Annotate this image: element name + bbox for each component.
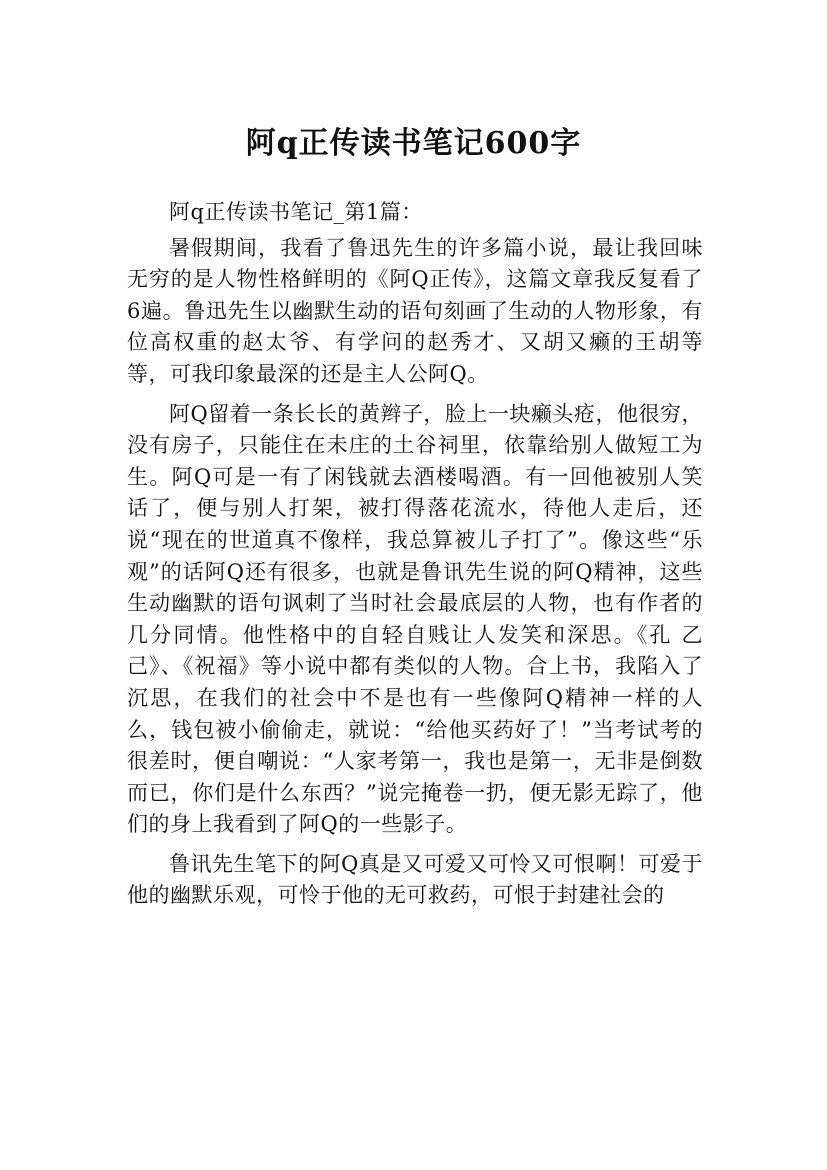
paragraph-3: 鲁讯先生笔下的阿Q真是又可爱又可怜又可恨啊！可爱于他的幽默乐观，可怜于他的无可救药，可恨于封建社会的 [127, 851, 703, 908]
page-title: 阿q正传读书笔记600字 [245, 126, 582, 162]
document-body [127, 197, 703, 912]
paragraph-1: 暑假期间，我看了鲁迅先生的许多篇小说，最让我回味无穷的是人物性格鲜明的《阿Q正传》，这篇文章我反复看了6遍。鲁迅先生以幽默生动的语句刻画了生动的人物形象，有位高权重的赵太爷、有学问的赵秀才、又胡又癞的王胡等等，可我印象最深的还是主人公阿Q。 [127, 235, 703, 386]
paragraph-2: 阿Q留着一条长长的黄辫子，脸上一块癞头疮，他很穷，没有房子，只能住在未庄的土谷祠里，依靠给别人做短工为生。阿Q可是一有了闲钱就去酒楼喝酒。有一回他被别人笑话了，便与别人打架，被打得落花流水，待他人走后，还说“现在的世道真不像样，我总算被儿子打了”。像这些“乐观”的话阿Q还有很多，也就是鲁讯先生说的阿Q精神，这些生动幽默的语句讽刺了当时社会最底层的人物，也有作者的几分同情。他性格中的自轻自贱让人发笑和深思。《孔 乙己》、《祝福》等小说中都有类似的人物。合上书，我陷入了沉思，在我们的社会中不是也有一些像阿Q精神一样的人么，钱包被小偷偷走，就说：“给他买药好了！”当考试考的很差时，便自嘲说：“人家考第一，我也是第一，无非是倒数而已，你们是什么东西？”说完掩卷一扔，便无影无踪了，他们的身上我看到了阿Q的一些影子。 [127, 401, 703, 837]
section-heading: 阿q正传读书笔记_第1篇： [169, 200, 423, 224]
